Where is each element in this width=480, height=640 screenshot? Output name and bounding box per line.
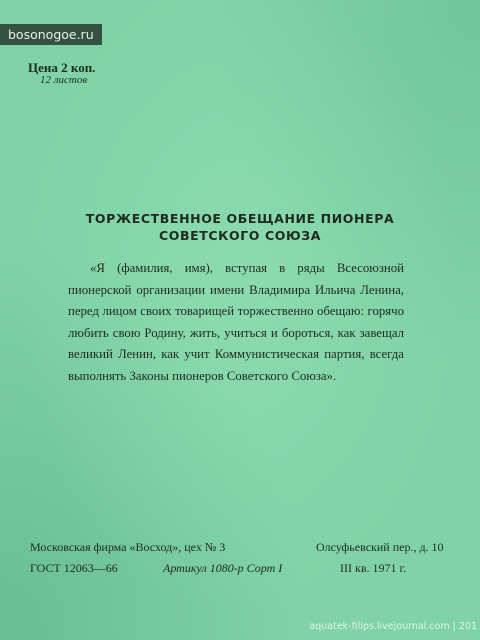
price-label: Цена 2 коп. [28, 60, 96, 75]
print-quarter: III кв. 1971 г. [340, 561, 407, 575]
oath-text: «Я (фамилия, имя), вступая в ряды Всесоюзной пионерской организации имени Владимира Ильича Ленина, перед лицом своих товарищей торжественно обещаю: горячо любить свою Родину, жить, учиться и бороться, как завещал великий Ленин, как учит Коммунистическая партия, всегда выполнять Законы пионеров Советского Союза». [68, 261, 404, 383]
gost-standard: ГОСТ 12063—66 [30, 561, 118, 575]
oath-title [0, 210, 480, 244]
article-grade: Артикул 1080-р Сорт I [163, 561, 283, 575]
oath-title-line-1: ТОРЖЕСТВЕННОЕ ОБЕЩАНИЕ ПИОНЕРА [85, 211, 395, 226]
publisher-info: Московская фирма «Восход», цех № 3 [30, 540, 226, 554]
site-watermark: bosonogoe.ru [0, 24, 102, 45]
oath-title-line-2: СОВЕТСКОГО СОЮЗА [159, 228, 321, 243]
publisher-address: Олсуфьевский пер., д. 10 [316, 540, 444, 554]
sheet-count: 12 листов [40, 74, 88, 86]
image-credit: aquatek-filips.livejournal.com | 201 [309, 621, 477, 632]
